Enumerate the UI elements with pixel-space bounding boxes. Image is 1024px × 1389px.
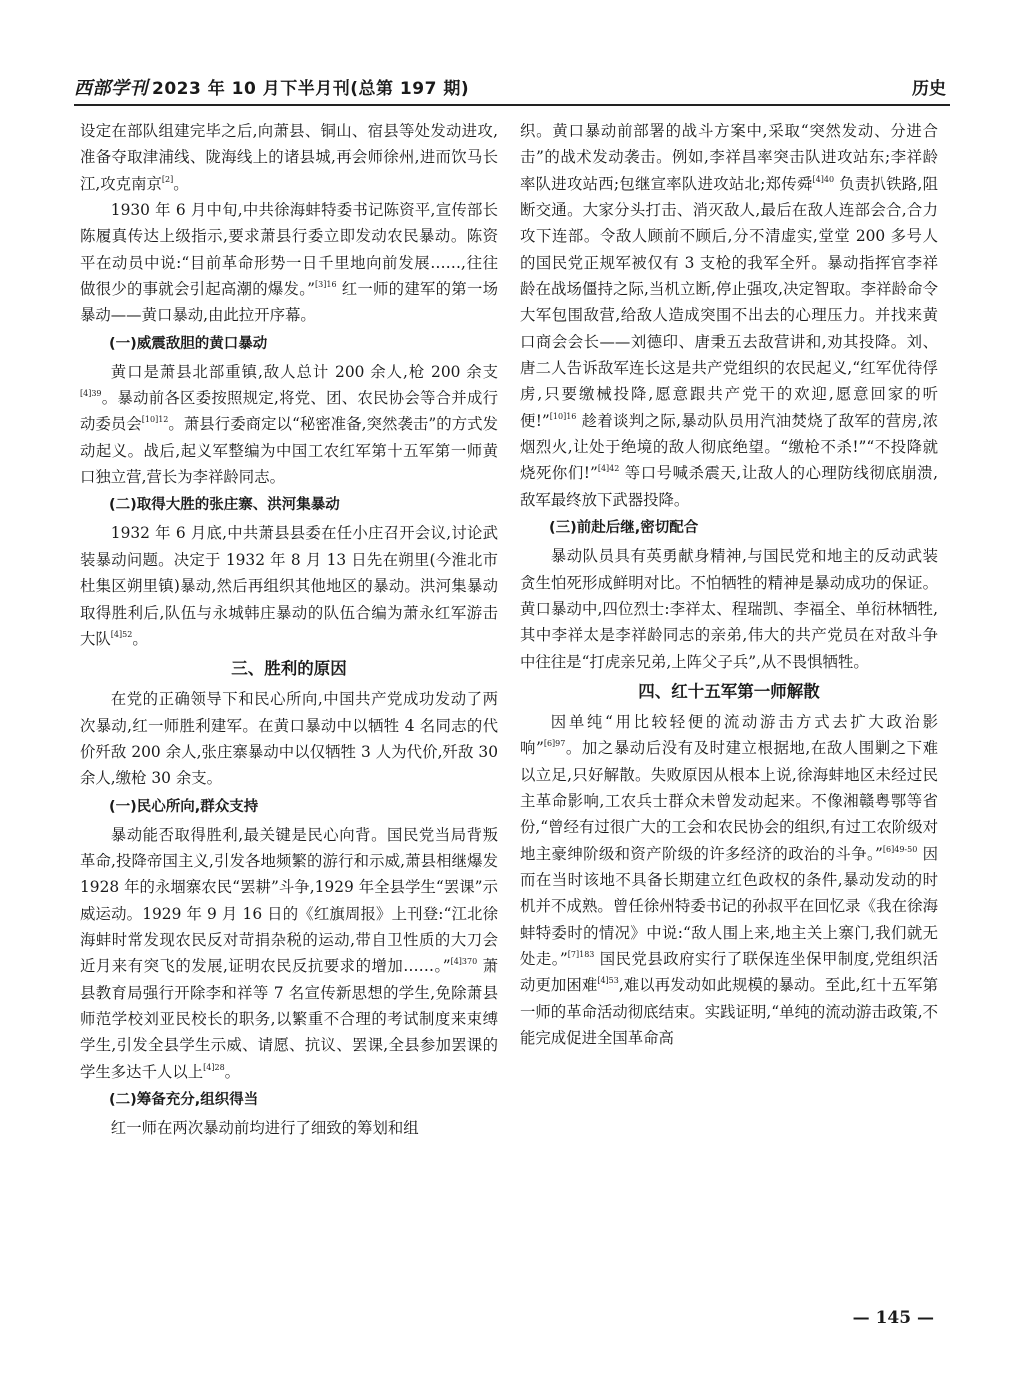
paragraph: 在党的正确领导下和民心所向,中国共产党成功发动了两次暴动,红一师胜利建军。在黄口暴动中以牺牲 4 名同志的代价歼敌 200 余人,张庄寨暴动中以仅牺牲 3 人为代价,歼敌 30 余人,缴枪 30 余支。 [80, 690, 498, 788]
citation: [3]16 [315, 280, 337, 290]
journal-logo: 西部学刊 [74, 78, 148, 99]
section-heading: 四、红十五军第一师解散 [638, 681, 820, 701]
citation: [4]39 [80, 389, 102, 399]
subsection-heading: (三)前赴后继,密切配合 [549, 520, 699, 537]
running-header [74, 70, 950, 106]
paragraph: 1930 年 6 月中旬,中共徐海蚌特委书记陈资平,宣传部长陈履真传达上级指示,要求萧县行委立即发动农民暴动。陈资平在动员中说:“目前革命形势一日千里地向前发展……,往往做很少的事就会引起高潮的爆发。”$^{[3]16}$ 红一师的建军的第一场暴动——黄口暴动,由此拉开序幕。 [80, 201, 498, 325]
citation: [4]40 [812, 174, 835, 184]
issue-text: 2023 年 10 月下半月刊(总第 197 期) [152, 79, 470, 99]
paragraph: 因单纯“用比较轻便的流动游击方式去扩大政治影响”$^{[6]97}$。加之暴动后没有及时建立根据地,在敌人围剿之下难以立足,只好解散。失败原因从根本上说,徐海蚌地区未经过民主革命影响,工农兵士群众未曾发动起来。不像湘赣粤鄂等省份,“曾经有过很广大的工会和农民协会的组织,有过工农阶级对地主豪绅阶级和资产阶级的许多经济的政治的斗争。”$^{[6]49-50}$ 因而在当时该地不具备长期建立红色政权的条件,暴动发动的时机并不成熟。曾任徐州特委书记的孙叔平在回忆录《我在徐海蚌特委时的情况》中说:“敌人围上来,地主关上寨门,我们就无处走。”$^{[7]183}$ 国民党县政府实行了联保连坐保甲制度,党组织活动更加困难$^{[4]53}$,难以再发动如此规模的暴动。至此,红十五军第一师的革命活动彻底结束。实践证明,“单纯的流动游击政策,不能完成促进全国革命高 [520, 712, 938, 1047]
citation: [10]12 [141, 415, 169, 425]
paragraph: 织。黄口暴动前部署的战斗方案中,采取“突然发动、分进合击”的战术发动袭击。例如,李祥昌率突击队进攻站东;李祥龄率队进攻站西;包继宣率队进攻站北;郑传舜$^{[4]40}$ 负责扒铁路,阻断交通。大家分头打击、消灭敌人,最后在敌人连部会合,合力攻下连部。令敌人顾前不顾后,分不清虚实,堂堂 200 多号人的国民党正规军被仅有 3 支枪的我军全歼。暴动指挥官李祥龄在战场僵持之际,当机立断,停止强攻,决定智取。李祥龄命令大军包围敌营,给敌人造成突围不出去的心理压力。并找来黄口商会会长——刘德印、唐秉五去敌营讲和,劝其投降。刘、唐二人告诉敌军连长这是共产党组织的农民起义,“红军优待俘虏,只要缴械投降,愿意跟共产党干的欢迎,愿意回家的听便!”$^{[10]16}$ 趁着谈判之际,暴动队员用汽油焚烧了敌军的营房,浓烟烈火,让处于绝境的敌人彻底绝望。“缴枪不杀!”“不投降就烧死你们!”$^{[4]42}$ 等口号喊杀震天,让敌人的心理防线彻底崩溃,敌军最终放下武器投降。 [520, 122, 938, 509]
paragraph: 暴动队员具有英勇献身精神,与国民党和地主的反动武装贪生怕死形成鲜明对比。不怕牺牲的精神是暴动成功的保证。黄口暴动中,四位烈士:李祥太、程瑞凯、李福全、单衍林牺牲,其中李祥太是李祥龄同志的亲弟,伟大的共产党员在对敌斗争中往往是“打虎亲兄弟,上阵父子兵”,从不畏惧牺牲。 [520, 547, 938, 671]
section-label: 历史 [912, 79, 946, 99]
citation: [7]183 [567, 949, 595, 959]
citation: [4]42 [597, 464, 620, 474]
paragraph: 黄口是萧县北部重镇,敌人总计 200 余人,枪 200 余支$^{[4]39}$。暴动前各区委按照规定,将党、团、农民协会等合并成行动委员会$^{[10]12}$。萧县行委商定以“秘密准备,突然袭击”的方式发动起义。战后,起义军整编为中国工农红军第十五军第一师黄口独立营,营长为李祥龄同志。 [80, 362, 498, 487]
subsection-heading: (二)取得大胜的张庄寨、洪河集暴动 [109, 497, 340, 514]
citation: [6]97 [543, 739, 566, 749]
section-heading: 三、胜利的原因 [231, 659, 347, 679]
citation: [10]16 [549, 411, 577, 421]
citation: [4]53 [597, 976, 619, 986]
left-column [80, 118, 498, 1141]
citation: [4]28 [203, 1062, 225, 1072]
subsection-heading: (二)筹备充分,组织得当 [109, 1092, 259, 1108]
paragraph: 红一师在两次暴动前均进行了细致的筹划和组 [110, 1119, 419, 1137]
journal-issue [74, 74, 469, 100]
citation: [4]370 [450, 957, 478, 967]
paragraph: 设定在部队组建完毕之后,向萧县、铜山、宿县等处发动进攻,准备夺取津浦线、陇海线上的诸县城,再会师徐州,进而饮马长江,攻克南京[2]。 [80, 122, 498, 193]
page-number: — 145 — [852, 1308, 934, 1328]
paragraph: 1932 年 6 月底,中共萧县县委在任小庄召开会议,讨论武装暴动问题。决定于 1932 年 8 月 13 日先在朔里(今淮北市杜集区朔里镇)暴动,然后再组织其他地区的暴动。洪河集暴动取得胜利后,队伍与永城韩庄暴动的队伍合编为萧永红军游击大队$^{[4]52}$。 [80, 524, 498, 648]
citation: [4]52 [110, 629, 133, 639]
subsection-heading: (一)威震敌胆的黄口暴动 [109, 335, 268, 352]
right-column [520, 118, 938, 1051]
subsection-heading: (一)民心所向,群众支持 [109, 798, 259, 815]
paragraph: 暴动能否取得胜利,最关键是民心向背。国民党当局背叛革命,投降帝国主义,引发各地频繁的游行和示威,萧县相继爆发 1928 年的永堌寨农民“罢耕”斗争,1929 年全县学生“罢课”示威运动。1929 年 9 月 16 日的《红旗周报》上刊登:“江北徐海蚌时常发现农民反对苛捐杂税的运动,带自卫性质的大刀会近月来有突飞的发展,证明农民反抗要求的增加……。”$^{[4]370}$ 萧县教育局强行开除李和祥等 7 名宣传新思想的学生,免除萧县师范学校刘亚民校长的职务,以繁重不合理的考试制度来束缚学生,引发全县学生示威、请愿、抗议、罢课,全县参加罢课的学生多达千人以上$^{[4]28}$。 [80, 825, 498, 1081]
citation: [6]49-50 [882, 844, 918, 854]
citation: [2] [161, 174, 174, 184]
